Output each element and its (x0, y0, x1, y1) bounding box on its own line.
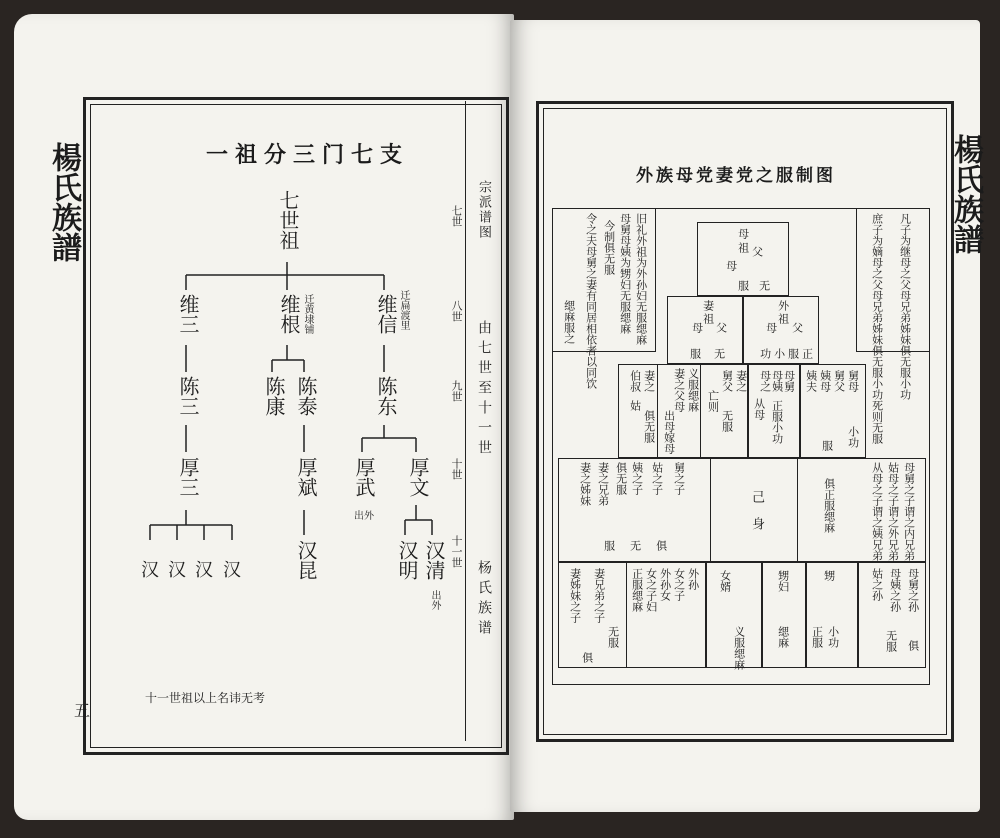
cell-text: 无 (712, 348, 726, 359)
branch2-gen11: 汉昆 (294, 540, 318, 580)
cell-text: 母姨 (770, 370, 784, 392)
cell-text: 服 (820, 440, 834, 451)
note-text: 庶子为嫡母之父母兄弟姊妹俱无服小功死则无服 (870, 213, 884, 444)
cell-text: 无服 (720, 410, 734, 432)
cell-text: 外 (776, 300, 790, 311)
branch1-gen9: 陈三 (176, 376, 200, 416)
cell-text: 姨夫 (804, 370, 818, 392)
book-title-left: 楊氏族譜 (46, 142, 81, 262)
branch1-gen10: 厚三 (176, 457, 200, 497)
branch1-gen11: 汉 (223, 560, 241, 581)
cell-text: 妻之姊妹 (578, 462, 592, 506)
cell-text: 无 (757, 280, 771, 291)
branch3-gen11-note: 出外 (429, 590, 440, 610)
cell-text: 母 (724, 260, 738, 271)
cell-text: 俱正服缌麻 (822, 478, 836, 533)
generation-label: 八世 (450, 300, 463, 322)
side-label: 宗派谱图 (476, 180, 491, 240)
branch3-gen10-note: 出外 (354, 511, 374, 522)
branch3-note: 迁扁渡里 (398, 290, 409, 330)
note-text: 凡子为继母之父母兄弟姊妹俱无服小功 (898, 213, 912, 400)
cell-text: 姑 (628, 400, 642, 411)
side-range: 由七世至十一世 (476, 320, 492, 460)
cell-text: 服 (688, 348, 702, 359)
cell-text: 伯叔 (628, 370, 642, 392)
generation-label: 九世 (450, 380, 463, 402)
note-box-right (856, 208, 930, 352)
cell-text: 母舅之孙 (906, 568, 920, 612)
cell-text: 俱无服 (614, 462, 628, 495)
cell-text: 从母之子谓之姨兄弟 (870, 462, 884, 561)
cell-text: 舅父 (720, 370, 734, 392)
genealogy-heading: 一祖分三门七支 (206, 142, 410, 168)
cell-text: 俱 (654, 540, 668, 551)
cell-text: 缌麻 (776, 626, 790, 648)
cell-text: 女之子妇 (644, 568, 658, 612)
cell-text: 正服缌麻 (630, 568, 644, 612)
note-text: 母舅母姨为甥妇无服缌麻 (618, 213, 632, 334)
cell-text: 舅母 (846, 370, 860, 392)
self-label: 己身 (748, 490, 764, 544)
cell-text: 服 (736, 280, 750, 291)
cell-text: 姑之孙 (870, 568, 884, 601)
cell-text: 正服 (810, 626, 824, 648)
generation-label: 十一世 (450, 535, 463, 568)
cell-text: 妻姊妹之子 (568, 568, 582, 623)
branch3-gen10: 厚武 (352, 457, 376, 497)
cell-text: 小功 (846, 426, 860, 448)
cell-text: 妻之父母 (672, 368, 686, 412)
cell-text: 父 (714, 322, 728, 333)
cell-text: 妻之 (642, 370, 656, 392)
cell-text: 义服缌麻 (732, 626, 746, 670)
cell-text: 祖 (701, 313, 715, 324)
cell-text: 无服 (884, 630, 898, 652)
branch2-gen9: 陈康 (262, 376, 286, 416)
branch2-note: 迁黄埭铺 (302, 294, 313, 334)
note-text: 今制俱无服 (602, 220, 616, 275)
cell-text: 甥 (822, 570, 836, 581)
cell-text: 父 (750, 246, 764, 257)
branch1-gen11: 汉 (141, 560, 159, 581)
root-ancestor: 七世祖 (276, 190, 300, 250)
cell-text: 母姨之孙 (888, 568, 902, 612)
cell-text: 姨母 (818, 370, 832, 392)
cell-text: 舅之子 (672, 462, 686, 495)
cell-text: 小 (772, 348, 786, 359)
cell-text: 祖 (776, 313, 790, 324)
cell-text: 妻兄弟之子 (592, 568, 606, 623)
cell-text: 正服小功 (770, 400, 784, 444)
cell-text: 俱 (580, 652, 594, 663)
branch2-gen9: 陈泰 (294, 376, 318, 416)
cell-text: 母舅之子谓之内兄弟 (902, 462, 916, 561)
cell-text: 亡则 (706, 390, 720, 412)
generation-label: 十世 (450, 458, 463, 480)
cell-text: 姑母之子谓之外兄弟 (886, 462, 900, 561)
cell-text: 妻之兄弟 (596, 462, 610, 506)
cell-text: 外孙 (686, 568, 700, 590)
branch1-gen11: 汉 (168, 560, 186, 581)
cell-text: 祖 (736, 242, 750, 253)
note-text: 缌麻服之 (562, 300, 576, 344)
footnote: 十一世祖以上名讳无考 (145, 691, 266, 705)
branch1-gen8: 维三 (176, 294, 200, 334)
note-text: 旧礼外祖为外孙妇无服缌麻 (634, 213, 648, 345)
cell-text: 无服 (606, 626, 620, 648)
cell-text: 服 (602, 540, 616, 551)
branch2-gen8: 维根 (277, 294, 301, 334)
cell-text: 小功 (826, 626, 840, 648)
cell-text: 正 (800, 348, 814, 359)
page-number: 五 (74, 701, 91, 720)
cell-text: 女婿 (718, 570, 732, 592)
branch3-gen10: 厚文 (406, 457, 430, 497)
cell-text: 父 (790, 322, 804, 333)
note-text: 令之夫母舅之妻有同居相依者以同饮 (584, 213, 598, 389)
cell-text: 从母 (752, 398, 766, 420)
branch2-gen10: 厚斌 (294, 457, 318, 497)
cell-text: 母 (736, 228, 750, 239)
mourning-chart-heading: 外族母党妻党之服制图 (636, 166, 836, 186)
cell-text: 出母 (662, 410, 676, 432)
cell-text: 姨之子 (630, 462, 644, 495)
branch3-gen9: 陈东 (374, 376, 398, 416)
cell-text: 妻 (701, 300, 715, 311)
cell-text: 母 (690, 322, 704, 333)
cell-text: 无 (628, 540, 642, 551)
branch1-gen11: 汉 (195, 560, 213, 581)
cell-text: 姑之子 (650, 462, 664, 495)
branch3-gen8: 维信 (374, 294, 398, 334)
cell-text: 外孙女 (658, 568, 672, 601)
cell-text: 服 (786, 348, 800, 359)
cell-text: 俱 (906, 640, 920, 651)
side-footer: 杨氏族谱 (476, 560, 492, 640)
cell-text: 甥妇 (776, 570, 790, 592)
branch3-gen11: 汉明 (395, 540, 419, 580)
cell-text: 母舅 (782, 370, 796, 392)
cell-text: 舅父 (832, 370, 846, 392)
cell-text: 妻之 (734, 370, 748, 392)
cell-text: 母之 (758, 370, 772, 392)
cell-text: 嫁母 (662, 432, 676, 454)
book-title-right: 楊氏族譜 (948, 134, 983, 254)
branch3-gen11: 汉清 (422, 540, 446, 580)
cell-text: 俱无服 (642, 410, 656, 443)
cell-text: 女之子 (672, 568, 686, 601)
cell-text: 功 (758, 348, 772, 359)
cell-text: 义服缌麻 (686, 368, 700, 412)
generation-label: 七世 (450, 205, 463, 227)
cell-text: 母 (764, 322, 778, 333)
